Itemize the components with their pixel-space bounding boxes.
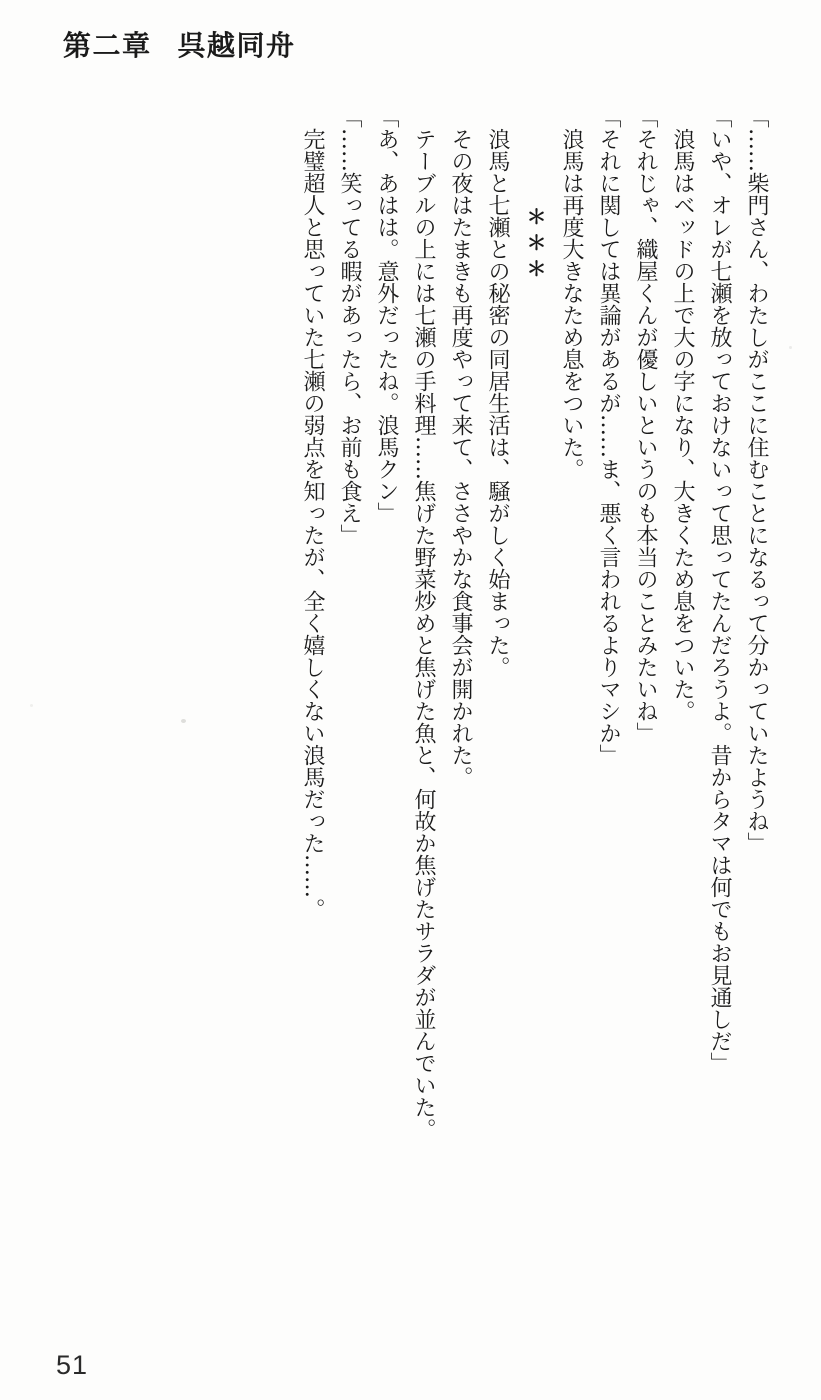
dialogue-line: 「それじゃ、織屋くんが優しいというのも本当のことみたいね」 [633,106,658,744]
narrative-line: 完璧超人と思っていた七瀬の弱点を知ったが、全く嬉しくない浪馬だった……。 [300,128,325,920]
scan-speck [30,704,33,707]
dialogue-line: 「いや、オレが七瀬を放っておけないって思ってたんだろうよ。昔からタマは何でもお見通しだ」 [707,106,732,1074]
narrative-line: その夜はたまきも再度やって来て、ささやかな食事会が開かれた。 [448,128,473,788]
dialogue-line: 「……笑ってる暇があったら、お前も食え」 [337,106,362,546]
section-separator: ＊＊＊ [523,206,547,284]
page-number: 51 [56,1350,89,1380]
dialogue-line: 「それに関しては異論があるが……ま、悪く言われるよりマシか」 [596,106,621,766]
chapter-title: 呉越同舟 [177,29,296,62]
narrative-line: テーブルの上には七瀬の手料理……焦げた野菜炒めと焦げた魚と、何故か焦げたサラダが並んでいた。 [411,128,436,1140]
scan-speck [181,719,186,723]
narrative-line: 浪馬は再度大きなため息をついた。 [559,128,584,480]
vertical-text-block [294,106,775,1206]
chapter-number: 第二章 [63,29,152,62]
scan-speck [789,346,792,349]
dialogue-line: 「あ、あはは。意外だったね。浪馬クン」 [374,106,399,524]
chapter-header [63,24,296,64]
narrative-line: 浪馬と七瀬との秘密の同居生活は、騒がしく始まった。 [485,128,510,678]
dialogue-line: 「……柴門さん、わたしがここに住むことになるって分かっていたようね」 [744,106,769,854]
narrative-line: 浪馬はベッドの上で大の字になり、大きくため息をついた。 [670,128,695,722]
